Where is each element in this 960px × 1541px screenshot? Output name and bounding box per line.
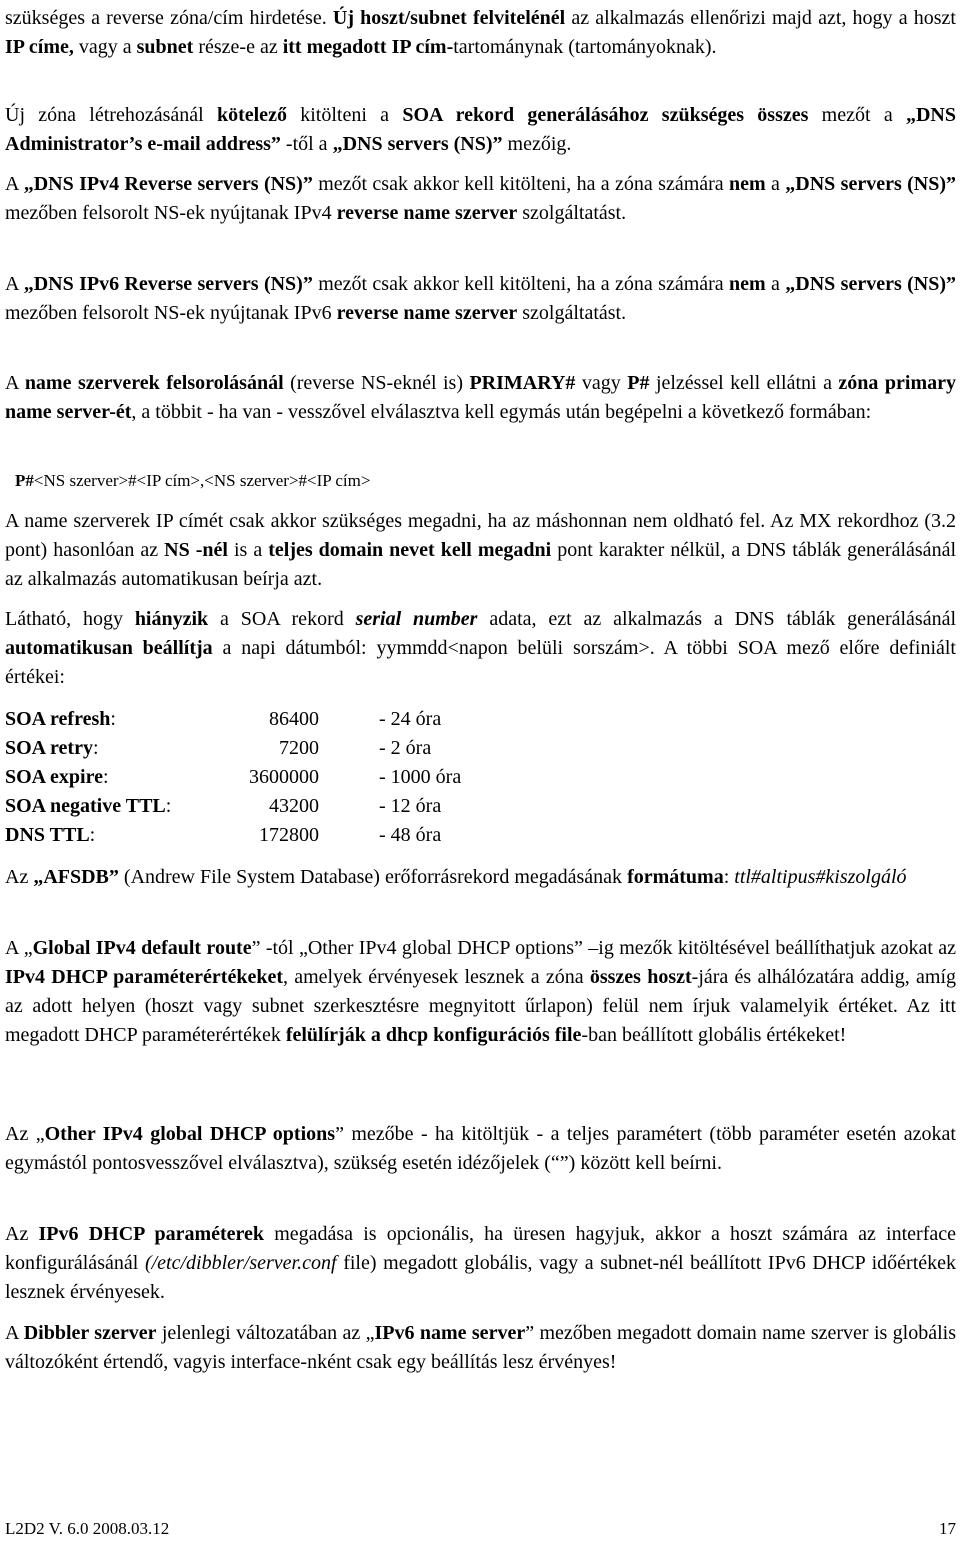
table-row [5,821,461,850]
text: -jára és alhálózatára addig, amíg az adott helyen (hoszt vagy subnet szerkesztésre megnyitott űrlapon) felül nem írjuk valamelyik értéket. Az itt megadott DHCP paraméterértékek [5,966,957,1046]
text-bold: SOA retry [5,737,93,759]
soa-note: - 12 óra [379,795,442,817]
text-bold: IPv6 name server [374,1322,526,1344]
spacer [319,821,379,850]
text-bold: automatikusan beállítja [5,637,213,659]
paragraph-host-validation [5,4,956,62]
paragraph-ipv6-dhcp [5,1220,956,1307]
text-bold: subnet [136,36,194,58]
text: kitölteni a [286,104,403,126]
text: a [765,173,786,195]
soa-note: - 24 óra [379,708,442,730]
soa-value: 7200 [279,737,319,759]
page-number: 17 [939,1519,956,1538]
text-bold: „DNS servers (NS)” [332,133,503,155]
paragraph-name-servers [5,369,956,427]
table-row [5,763,461,792]
text: A [5,173,24,195]
paragraph-ipv4-dhcp [5,934,956,1050]
text: mezőben felsorolt NS-ek nyújtanak IPv4 [5,202,337,224]
format-example [15,470,960,492]
text: file) megadott globális, vagy a subnet-nél beállított IPv6 DHCP időértékek lesznek érvényesek. [5,1252,957,1303]
text-bold: teljes domain nevet kell megadni [268,539,552,561]
text: része-e az [193,36,283,58]
text: Az „ [5,1123,45,1145]
spacer [319,792,379,821]
text: is a [227,539,269,561]
text-bold: kötelező [216,104,287,126]
page-footer [5,1519,956,1539]
text: tartománynak (tartományoknak). [453,36,717,58]
text-bold: „DNS IPv4 Reverse servers (NS)” [23,173,313,195]
text: szükséges a reverse zóna/cím hirdetése. [5,7,333,29]
paragraph-ipv4-reverse [5,170,956,228]
text-italic: ttl#altipus#kiszolgáló [734,866,907,888]
text-bold: Global IPv4 default route [32,937,252,959]
text: vagy [575,372,628,394]
text: az alkalmazás ellenőrizi majd azt, hogy a hoszt [565,7,956,29]
text-bold: itt megadott IP cím- [282,36,454,58]
soa-value: 86400 [269,708,319,730]
soa-note: - 1000 óra [379,766,462,788]
text: Új zóna létrehozásánál [5,104,217,126]
soa-value: 172800 [259,824,319,846]
text-bold: reverse name szerver [336,202,518,224]
text-bold: „DNS servers (NS)” [785,173,956,195]
text-bold: nem [729,273,766,295]
text-bold: SOA negative TTL [5,795,166,817]
soa-value: 43200 [269,795,319,817]
text: szolgáltatást. [517,202,627,224]
text-bold: „AFSDB” [33,866,119,888]
text-bold: DNS TTL [5,824,90,846]
text: (reverse NS-eknél is) [283,372,470,394]
text-bold: P# [627,372,650,394]
text: A [5,372,25,394]
text-bold: IPv4 DHCP paraméterértékeket [5,966,283,988]
soa-note: - 2 óra [379,737,432,759]
text: ” mezőben megadott domain name szerver is globális változóként értendő, vagyis interface-nként csak egy beállítás lesz érvényes! [5,1322,956,1373]
text: : [102,766,109,788]
text-bold: „DNS IPv6 Reverse servers (NS)” [23,273,313,295]
text: a napi dátumból: yymmdd<napon belüli sorszám>. A többi SOA mező előre definiált értékei: [5,637,956,688]
text-bold: Új hoszt/subnet felvitelénél [332,7,566,29]
text-bold: SOA expire [5,766,103,788]
paragraph-other-dhcp [5,1120,956,1178]
text-bold: hiányzik [134,608,209,630]
text: szolgáltatást. [517,302,627,324]
soa-label [5,763,223,792]
text-bold: IPv6 DHCP paraméterek [38,1223,265,1245]
text-bold: nem [729,173,766,195]
text: ” mezőbe - ha kitöltjük - a teljes paramétert (több paraméter esetén azokat egymástól pontosvesszővel elválasztva), szükség esetén idézőjelek (“”) között kell beírni. [5,1123,956,1174]
text-bold: NS -nél [164,539,228,561]
text: : [92,737,99,759]
text: A [5,1322,24,1344]
text: -ban beállított globális értékeket! [581,1024,847,1046]
footer-version: L2D2 V. 6.0 2008.03.12 [5,1519,170,1538]
text: pont karakter nélkül, a DNS táblák generálásánál az alkalmazás automatikusan beírja azt. [5,539,956,590]
text: mezőt a [808,104,906,126]
text: : [110,708,116,730]
text: vagy a [73,36,137,58]
soa-values-table [5,705,461,850]
paragraph-ns-ip [5,507,956,594]
text: jelzéssel kell ellátni a [649,372,839,394]
text: mezőig. [502,133,572,155]
text: Az [5,1223,39,1245]
text-bold: P# [15,471,34,490]
text: <NS szerver>#<IP cím>,<NS szerver>#<IP cím> [33,471,371,490]
text-bold: „DNS Administrator’s e-mail address” [5,104,956,155]
text: : [165,795,172,817]
text-bold: felülírják a dhcp konfigurációs file [285,1024,582,1046]
spacer [319,705,379,734]
text: Az [5,866,34,888]
text-bold: reverse name szerver [336,302,518,324]
soa-label [5,792,223,821]
text-bold: Dibbler szerver [23,1322,157,1344]
soa-label [5,821,223,850]
text: mezőt csak akkor kell kitölteni, ha a zóna számára [312,173,730,195]
text-bold-italic: serial number [355,608,478,630]
text: ” -tól „Other IPv4 global DHCP options” –ig mezők kitöltésével beállíthatjuk azokat az [251,937,957,959]
text-bold: SOA rekord generálásához szükséges összes [402,104,809,126]
text: adata, ezt az alkalmazás a DNS táblák generálásánál [477,608,957,630]
text: a [765,273,786,295]
text: mezőben felsorolt NS-ek nyújtanak IPv6 [5,302,337,324]
text: A name szerverek IP címét csak akkor szükséges megadni, ha az máshonnan nem oldható fel. Az MX rekordhoz (3.2 pont) hasonlóan az [5,510,956,561]
table-row [5,792,461,821]
text: jelenlegi változatában az „ [156,1322,375,1344]
soa-note: - 48 óra [379,824,442,846]
paragraph-ipv6-reverse [5,270,956,328]
text: , amelyek érvényesek lesznek a zóna [282,966,590,988]
soa-value: 3600000 [249,766,319,788]
text: mezőt csak akkor kell kitölteni, ha a zóna számára [312,273,730,295]
paragraph-soa-serial [5,605,956,692]
text-bold: formátuma [627,866,724,888]
text: -től a [280,133,333,155]
text: megadása is opcionális, ha üresen hagyjuk, akkor a hoszt számára az interface konfigurálásánál [5,1223,956,1274]
text-bold: „DNS servers (NS)” [785,273,956,295]
text-bold: name szerverek felsorolásánál [24,372,284,394]
soa-label [5,705,223,734]
text-bold: SOA refresh [5,708,111,730]
table-row [5,734,461,763]
paragraph-dibbler [5,1319,956,1377]
text: Látható, hogy [5,608,135,630]
text-bold: Other IPv4 global DHCP options [44,1123,336,1145]
text: : [723,866,735,888]
paragraph-afsdb [5,863,956,892]
soa-label [5,734,223,763]
text-bold: összes hoszt [589,966,692,988]
text: (Andrew File System Database) erőforrásrekord megadásának [118,866,628,888]
text: A „ [5,937,33,959]
text-bold: PRIMARY# [469,372,576,394]
spacer [319,763,379,792]
text-bold: IP címe, [5,36,74,58]
text: , a többit - ha van - vesszővel elválasztva kell egymás után begépelni a következő formában: [131,401,872,423]
text: : [89,824,96,846]
text: A [5,273,24,295]
text: a SOA rekord [208,608,356,630]
text-bold: zóna primary name server-ét [5,372,956,423]
paragraph-new-zone [5,101,956,159]
spacer [319,734,379,763]
table-row [5,705,461,734]
text-italic: (/etc/dibbler/server.conf [144,1252,337,1274]
